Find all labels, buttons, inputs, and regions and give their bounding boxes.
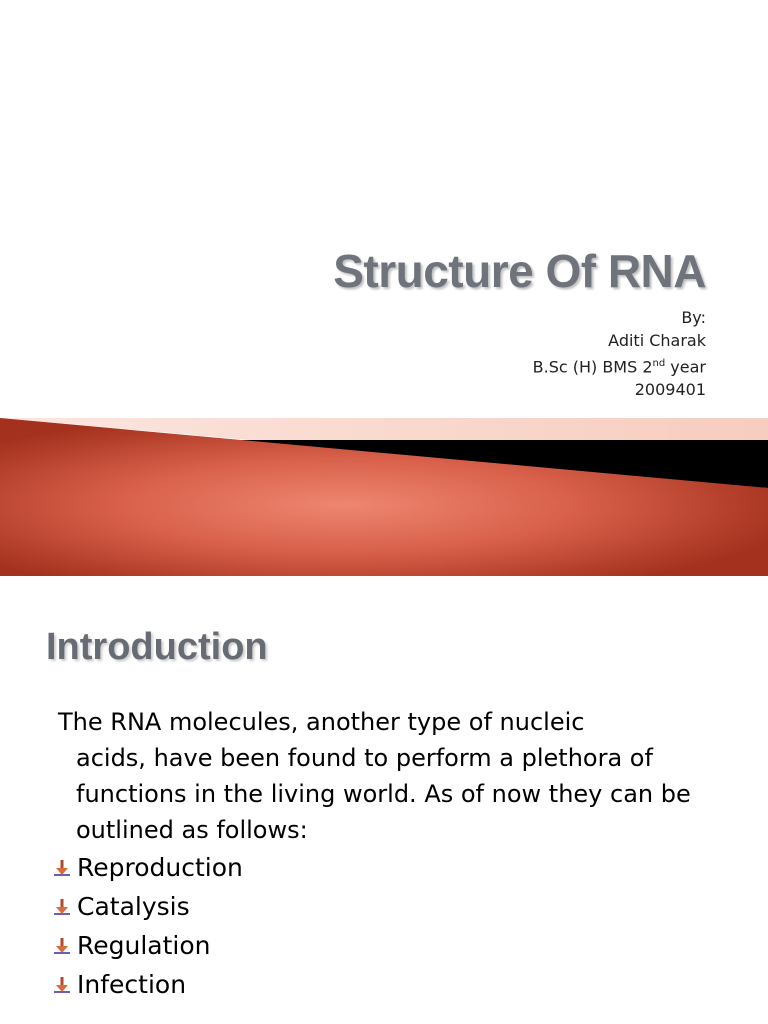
- list-item: [52, 848, 243, 887]
- author-name: Aditi Charak: [608, 331, 706, 350]
- course-superscript: nd: [652, 358, 666, 369]
- bullet-label: Infection: [77, 970, 187, 999]
- arrow-down-bullet-icon: [52, 936, 72, 956]
- list-item: [52, 926, 243, 965]
- bullet-list: [52, 848, 243, 1004]
- list-item: [52, 965, 243, 1004]
- roll-number: 2009401: [634, 380, 706, 400]
- slide-title: Structure Of RNA: [333, 245, 706, 297]
- bullet-label: Regulation: [77, 931, 211, 960]
- list-item: [52, 887, 243, 926]
- course-prefix: B.Sc (H) BMS 2: [532, 357, 653, 377]
- by-label: By:: [681, 308, 706, 327]
- intro-paragraph: [58, 704, 756, 848]
- arrow-down-bullet-icon: [52, 975, 72, 995]
- arrow-down-bullet-icon: [52, 897, 72, 917]
- section-title: Introduction: [46, 626, 268, 668]
- bullet-label: Catalysis: [77, 892, 190, 921]
- arrow-down-bullet-icon: [52, 858, 72, 878]
- introduction-slide: [0, 576, 768, 1024]
- course-suffix: year: [665, 357, 706, 377]
- bullet-label: Reproduction: [77, 853, 243, 882]
- intro-first-line: The RNA molecules, another type of nucleic: [58, 708, 585, 736]
- intro-rest: acids, have been found to perform a plethora of functions in the living world. As of now they can be outlined as follows:: [76, 744, 691, 844]
